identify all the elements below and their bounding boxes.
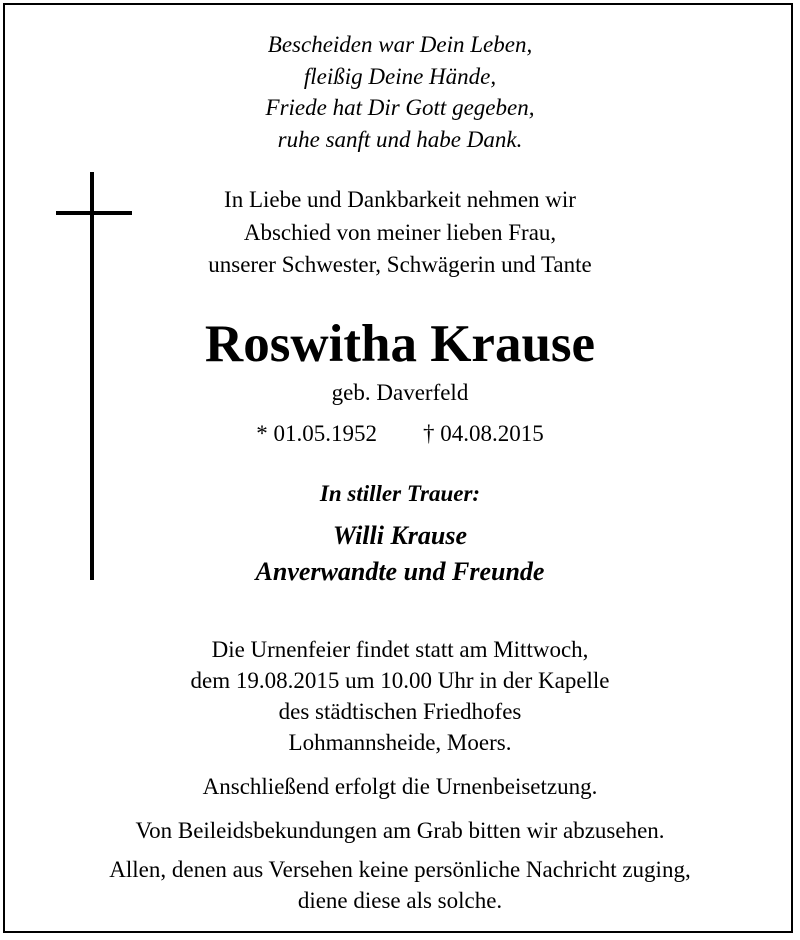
verse-line: Bescheiden war Dein Leben,: [267, 32, 533, 57]
intro-line: Abschied von meiner lieben Frau,: [243, 219, 557, 245]
ceremony-line: dem 19.08.2015 um 10.00 Uhr in der Kapelle: [190, 668, 610, 693]
mourner: Willi Krause: [332, 521, 468, 550]
ceremony-line: des städtischen Friedhofes: [278, 699, 522, 724]
ceremony-line: Die Urnenfeier findet statt am Mittwoch,: [211, 637, 589, 662]
intro-text: [0, 184, 800, 282]
birth-name: geb. Daverfeld: [331, 380, 469, 405]
mourning-label: In stiller Trauer:: [319, 481, 481, 506]
thanks-note: [0, 855, 800, 916]
memorial-verse: [0, 29, 800, 155]
verse-line: ruhe sanft und habe Dank.: [277, 126, 523, 152]
thanks-line: diene diese als solche.: [297, 887, 503, 913]
condolences-note: Von Beileidsbekundungen am Grab bitten wir abzusehen.: [135, 818, 665, 843]
mourner: Anverwandte und Freunde: [255, 557, 545, 586]
verse-line: fleißig Deine Hände,: [303, 63, 497, 89]
mourners-list: [0, 518, 800, 590]
intro-line: In Liebe und Dankbarkeit nehmen wir: [224, 187, 576, 212]
intro-line: unserer Schwester, Schwägerin und Tante: [208, 252, 592, 277]
deceased-name: Roswitha Krause: [204, 315, 596, 373]
verse-line: Friede hat Dir Gott gegeben,: [265, 95, 535, 120]
ceremony-info: [0, 634, 800, 758]
burial-note: Anschließend erfolgt die Urnenbeisetzung.: [202, 774, 598, 799]
thanks-line: Allen, denen aus Versehen keine persönliche Nachricht zuging,: [109, 857, 691, 882]
death-date: † 04.08.2015: [423, 421, 544, 446]
ceremony-line: Lohmannsheide, Moers.: [288, 730, 512, 755]
birth-date: * 01.05.1952: [256, 421, 377, 446]
life-dates: [0, 418, 800, 450]
